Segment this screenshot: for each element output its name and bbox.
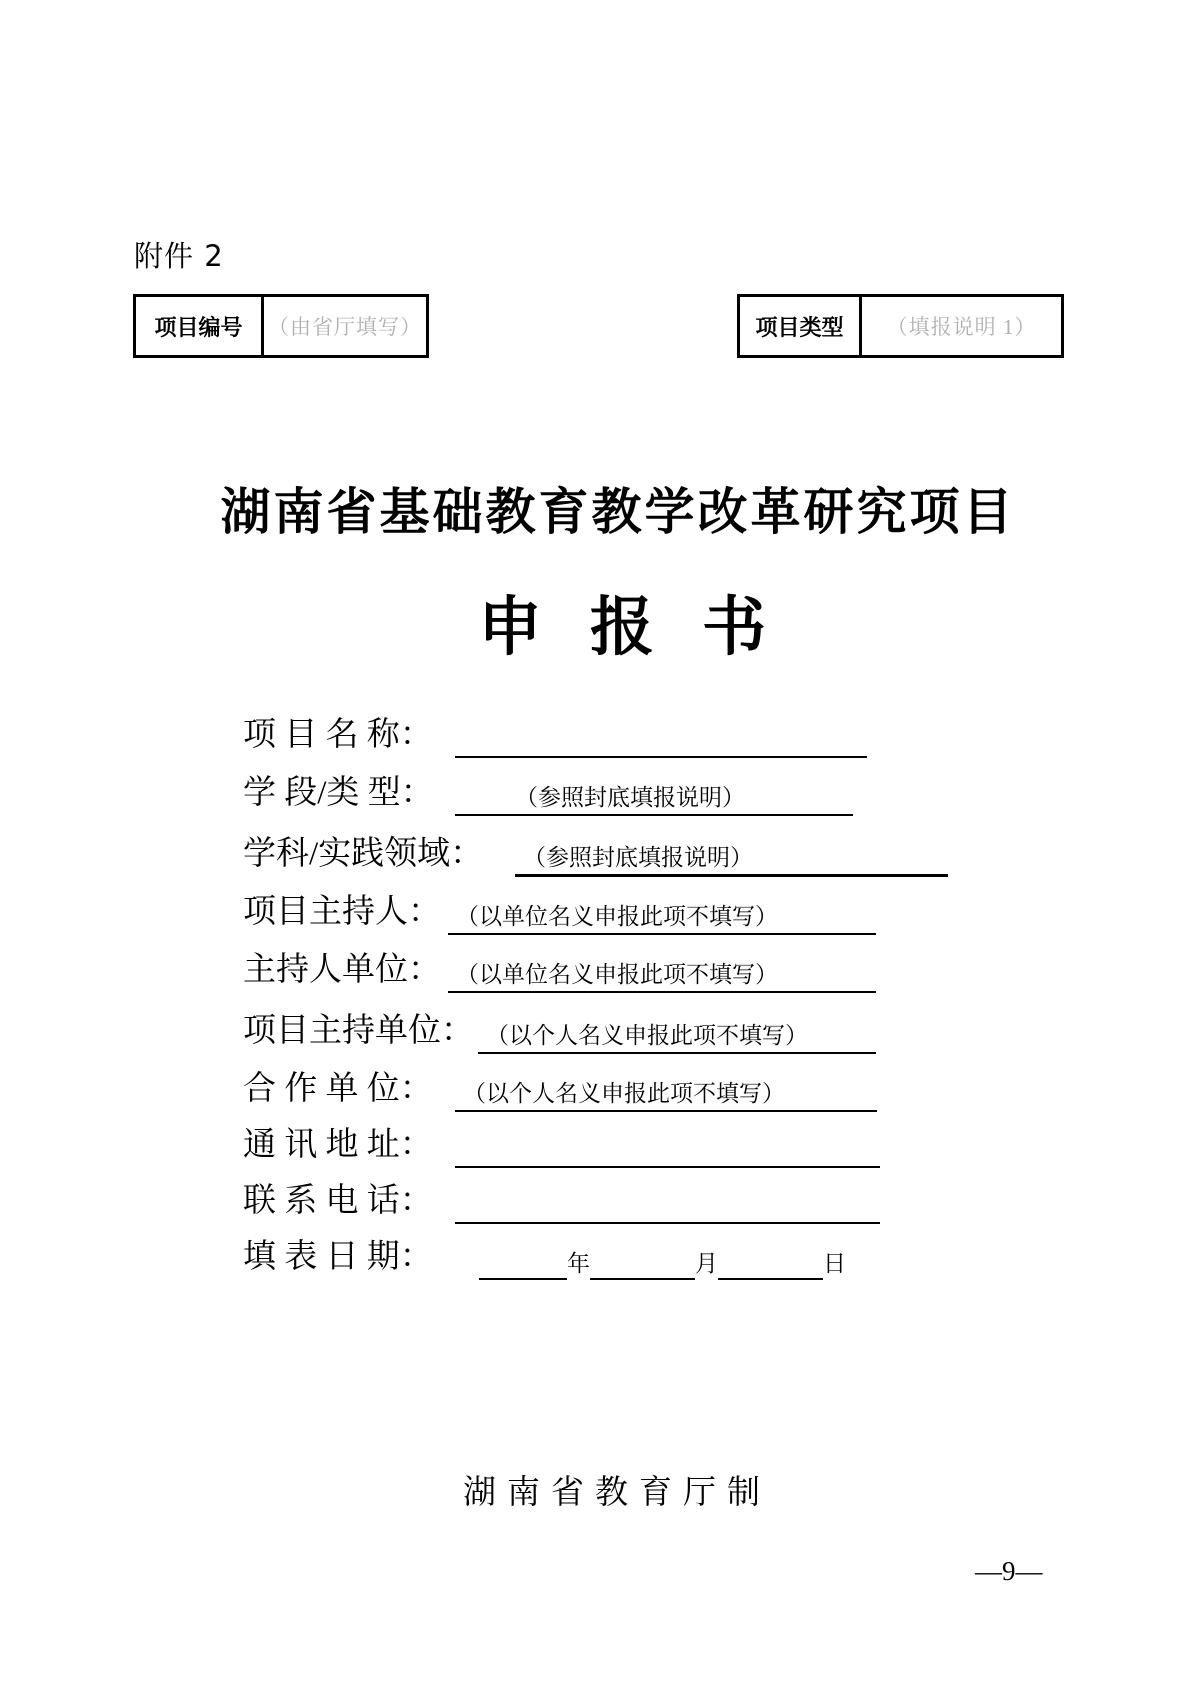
form-row-label: 项目主持单位： [243,1013,474,1049]
project-type-placeholder: （填报说明 1） [886,315,1037,339]
form-row [243,766,853,816]
fill-in-line [448,943,876,993]
page-title: 湖南省基础教育教学改革研究项目 [220,484,1016,540]
fill-in-line [478,1004,876,1054]
fill-in-line [515,827,948,877]
form-row-label: 填 表 日 期： [243,1239,433,1275]
fill-in-line [455,1062,877,1112]
fill-in-line [455,1174,880,1224]
form-row [243,827,948,877]
form-row-annotation: （以单位名义申报此项不填写） [456,962,778,987]
project-number-box [133,294,429,358]
form-row [243,1118,880,1168]
form-row-label: 主持人单位： [243,952,441,988]
form-row-date [243,1230,846,1280]
form-row-annotation: （以单位名义申报此项不填写） [456,904,778,929]
form-row-label: 项目主持人： [243,894,441,930]
attachment-label: 附件 2 [134,239,224,273]
page-subtitle: 申 报 书 [478,592,782,663]
date-fill-in-line [590,1230,695,1280]
form-row-annotation: （以个人名义申报此项不填写） [486,1023,808,1048]
form-row [243,708,867,758]
date-fill-in-line [718,1230,823,1280]
date-unit-label: 月 [695,1251,718,1276]
date-unit-label: 日 [823,1251,846,1276]
form-row [243,885,876,935]
fill-in-line [455,766,853,816]
form-row-label: 学科/实践领域： [243,836,484,872]
fill-in-line [448,885,876,935]
page-number: —9— [975,1556,1043,1586]
date-fill-in-line [479,1230,567,1280]
date-unit-label: 年 [567,1251,590,1276]
project-type-box [737,294,1064,358]
form-row [243,1174,880,1224]
form-row-label: 联 系 电 话： [243,1183,433,1219]
project-number-placeholder: （由省厅填写） [268,315,422,339]
fill-in-line [455,1118,880,1168]
form-row-label: 合 作 单 位： [243,1071,433,1107]
form-row-annotation: （以个人名义申报此项不填写） [463,1081,785,1106]
fill-in-line [455,708,867,758]
form-row [243,943,876,993]
form-row [243,1062,877,1112]
form-row-label: 通 讯 地 址： [243,1127,433,1163]
form-row-annotation: （参照封底填报说明） [523,845,753,870]
form-row-label: 项 目 名 称： [243,717,433,753]
form-row [243,1004,876,1054]
project-number-label: 项目编号 [136,297,264,355]
form-row-label: 学 段/类 型： [243,775,434,811]
form-row-annotation: （参照封底填报说明） [515,785,745,810]
issuer-text: 湖南省教育厅制 [463,1475,771,1511]
project-type-label: 项目类型 [740,297,862,355]
